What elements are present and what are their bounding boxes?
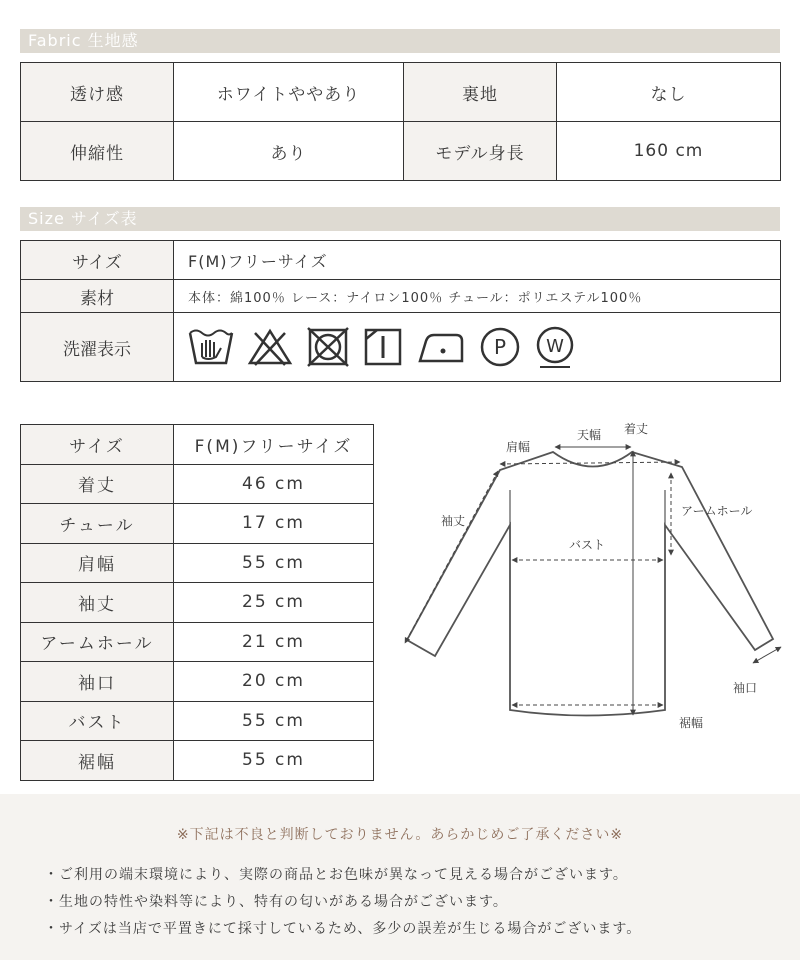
svg-text:W: W [546,336,564,357]
length-label: 着丈 [624,422,649,436]
model-height-value: 160 cm [557,122,781,181]
lining-label: 裏地 [404,63,557,122]
table-header-row [21,425,374,465]
lining-value: なし [557,63,781,122]
list-item: ・サイズは当店で平置きにて採寸しているため、多少の誤差が生じる場合がございます。 [44,921,642,937]
transparency-value: ホワイトややあり [174,63,404,122]
measurement-value: 21 cm [174,622,374,662]
hem-width-label: 裾幅 [679,716,704,730]
notes-list [44,862,641,943]
size-section-header: Size サイズ表 [20,207,780,231]
material-value: 本体：綿100％ レース：ナイロン100％ チュール：ポリエステル100％ [174,280,781,313]
armhole-label: アームホール [681,504,753,518]
table-row [21,122,781,181]
transparency-label: 透け感 [21,63,174,122]
hand-wash-icon [188,327,234,367]
size-info-table [20,240,781,382]
cuff-label: 袖口 [733,681,758,695]
garment-measurement-diagram [395,415,785,745]
list-item: ・ご利用の端末環境により、実際の商品とお色味が異なって見える場合がございます。 [44,867,628,883]
dry-clean-p-icon [479,326,521,368]
measurement-label: バスト [21,701,174,741]
table-row [21,313,781,382]
care-label: 洗濯表示 [21,313,174,382]
table-row [21,583,374,623]
measurement-value: 25 cm [174,583,374,623]
table-row [21,504,374,544]
no-bleach-icon [247,327,293,367]
measurement-label: 着丈 [21,464,174,504]
table-row [21,63,781,122]
measurement-label: 袖口 [21,662,174,702]
no-tumble-dry-icon [306,327,350,367]
table-row [21,280,781,313]
svg-text:P: P [493,335,507,359]
table-row [21,741,374,781]
material-label: 素材 [21,280,174,313]
measurement-value: 20 cm [174,662,374,702]
sleeve-length-label: 袖丈 [441,514,466,528]
bust-label: バスト [569,538,606,552]
measurement-value: 46 cm [174,464,374,504]
low-iron-icon [416,327,466,367]
measurement-label: 裾幅 [21,741,174,781]
table-row [21,622,374,662]
table-row [21,241,781,280]
care-icons [188,314,779,380]
fabric-section-header: Fabric 生地感 [20,29,780,53]
model-height-label: モデル身長 [404,122,557,181]
table-row [21,662,374,702]
garment-outline [407,452,773,716]
table-row [21,464,374,504]
table-row [21,543,374,583]
stretch-value: あり [174,122,404,181]
measurement-label: 肩幅 [21,543,174,583]
measurement-label: 袖丈 [21,583,174,623]
care-icons-cell [174,313,781,382]
size-label: サイズ [21,241,174,280]
measurement-value: 55 cm [174,543,374,583]
table-row [21,701,374,741]
measurement-value: 17 cm [174,504,374,544]
drip-dry-icon [363,327,403,367]
measurement-header-value: F(M)フリーサイズ [174,425,374,465]
measurement-table [20,424,374,781]
notes-panel [0,794,800,960]
list-item: ・生地の特性や染料等により、特有の匂いがある場合がございます。 [44,894,508,910]
measurement-header-label: サイズ [21,425,174,465]
measurement-value: 55 cm [174,701,374,741]
stretch-label: 伸縮性 [21,122,174,181]
wet-clean-w-icon [534,325,576,369]
fabric-table [20,62,781,181]
measurement-label: アームホール [21,622,174,662]
shoulder-width-line [500,462,680,464]
shoulder-width-label: 肩幅 [506,440,531,454]
neck-width-label: 天幅 [577,428,602,442]
measurement-value: 55 cm [174,741,374,781]
size-value: F(M)フリーサイズ [174,241,781,280]
notes-heading: ※下記は不良と判断しておりません。あらかじめご了承ください※ [176,827,624,843]
measurement-label: チュール [21,504,174,544]
